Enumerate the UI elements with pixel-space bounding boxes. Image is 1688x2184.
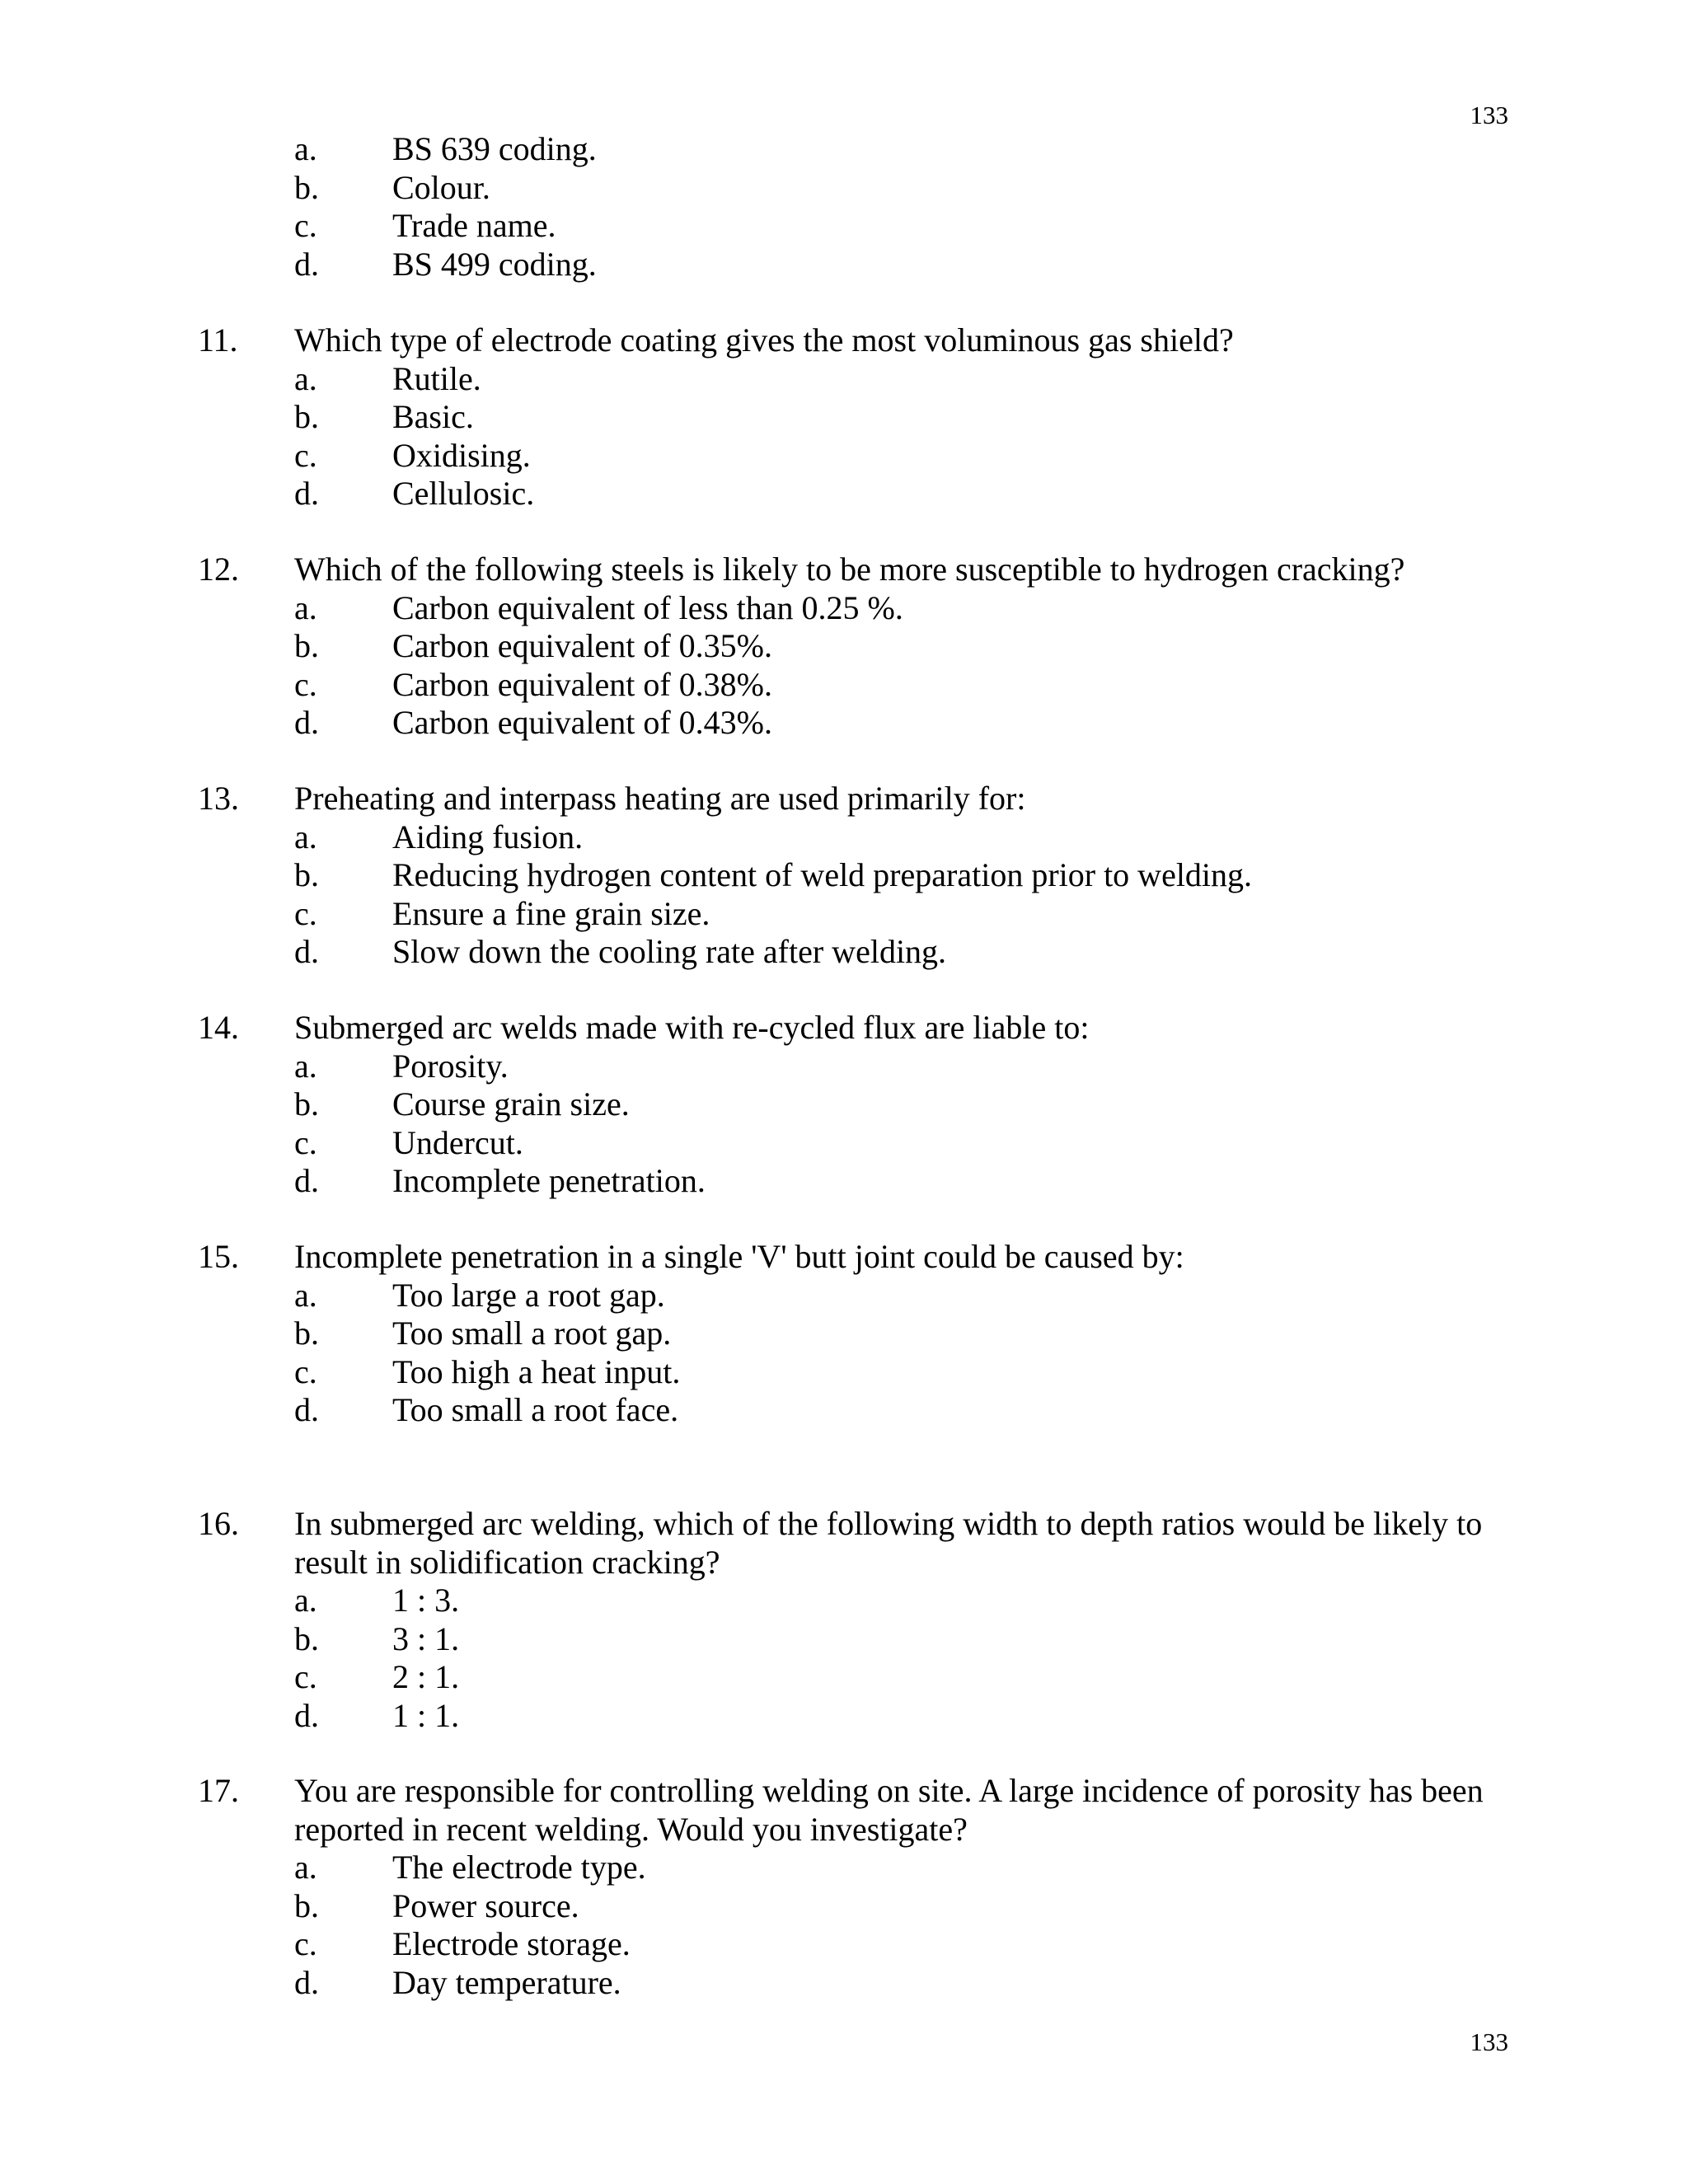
option-text: Carbon equivalent of less than 0.25 %. (392, 588, 903, 626)
option-text: BS 639 coding. (392, 130, 597, 167)
option-row (0, 398, 1688, 437)
option-row (0, 1353, 1688, 1392)
question-number: 11. (198, 321, 238, 359)
question-text: Which of the following steels is likely to be more susceptible to hydrogen cracking? (294, 551, 1405, 588)
option-letter: b. (294, 856, 319, 893)
option-row (0, 475, 1688, 513)
option-text: Ensure a fine grain size. (392, 894, 710, 932)
continued-options (0, 130, 1688, 284)
question-options (0, 1849, 1688, 2002)
question-number: 16. (198, 1505, 239, 1542)
option-letter: b. (294, 1886, 319, 1924)
option-text: Carbon equivalent of 0.43%. (392, 704, 772, 741)
question-number: 12. (198, 551, 239, 588)
option-row (0, 1085, 1688, 1124)
option-row (0, 666, 1688, 705)
option-text: Undercut. (392, 1123, 523, 1161)
option-text: Basic. (392, 398, 474, 435)
question-number: 17. (198, 1772, 239, 1809)
question-options (0, 1277, 1688, 1430)
question-number: 14. (198, 1009, 239, 1046)
option-text: Too small a root face. (392, 1391, 679, 1428)
option-row (0, 589, 1688, 628)
option-letter: a. (294, 1047, 317, 1085)
option-text: Reducing hydrogen content of weld preparation prior to welding. (392, 856, 1253, 893)
option-text: Oxidising. (392, 436, 531, 474)
option-text: 3 : 1. (392, 1619, 460, 1657)
option-row (0, 1277, 1688, 1315)
option-row (0, 856, 1688, 895)
option-text: Rutile. (392, 359, 481, 397)
option-row (0, 1697, 1688, 1736)
option-row (0, 818, 1688, 857)
option-letter: a. (294, 1582, 317, 1619)
option-row (0, 1887, 1688, 1926)
option-row (0, 1162, 1688, 1201)
option-letter: c. (294, 1352, 317, 1390)
option-text: Electrode storage. (392, 1925, 631, 1962)
option-row (0, 1047, 1688, 1086)
option-letter: c. (294, 665, 317, 703)
option-letter: a. (294, 818, 317, 855)
question-text: Preheating and interpass heating are used primarily for: (294, 780, 1026, 817)
option-text: Day temperature. (392, 1963, 621, 2001)
option-letter: b. (294, 1315, 319, 1352)
option-letter: d. (294, 1696, 319, 1734)
option-row (0, 933, 1688, 972)
option-letter: c. (294, 207, 317, 244)
option-text: 1 : 3. (392, 1582, 460, 1619)
option-row (0, 246, 1688, 284)
option-row (0, 1582, 1688, 1620)
option-letter: b. (294, 627, 319, 664)
question-number: 13. (198, 780, 239, 817)
option-letter: a. (294, 130, 317, 167)
option-letter: a. (294, 1276, 317, 1314)
option-letter: d. (294, 475, 319, 512)
question-text: You are responsible for controlling welding on site. A large incidence of porosity has been reported in recent welding. Would you investigate? (294, 1772, 1484, 1848)
option-text: Too high a heat input. (392, 1352, 681, 1390)
option-text: Colour. (392, 168, 490, 206)
option-text: The electrode type. (392, 1849, 646, 1886)
option-letter: d. (294, 1963, 319, 2001)
option-letter: a. (294, 1849, 317, 1886)
option-letter: d. (294, 1162, 319, 1199)
question-text: Incomplete penetration in a single 'V' butt joint could be caused by: (294, 1238, 1184, 1275)
option-text: Aiding fusion. (392, 818, 584, 855)
option-text: Incomplete penetration. (392, 1162, 706, 1199)
option-row (0, 1124, 1688, 1163)
option-letter: d. (294, 933, 319, 970)
option-row (0, 437, 1688, 476)
option-letter: d. (294, 245, 319, 283)
option-row (0, 169, 1688, 208)
option-text: Power source. (392, 1886, 579, 1924)
question-options (0, 589, 1688, 743)
option-row (0, 627, 1688, 666)
option-text: Course grain size. (392, 1085, 630, 1122)
page-number-bottom: 133 (1470, 2027, 1508, 2056)
option-text: Cellulosic. (392, 475, 535, 512)
option-letter: c. (294, 894, 317, 932)
option-letter: d. (294, 1391, 319, 1428)
option-row (0, 1925, 1688, 1964)
option-text: 1 : 1. (392, 1696, 460, 1734)
question-options (0, 818, 1688, 972)
option-letter: a. (294, 588, 317, 626)
option-row (0, 1964, 1688, 2003)
option-letter: c. (294, 1658, 317, 1695)
option-row (0, 207, 1688, 246)
option-letter: c. (294, 1925, 317, 1962)
question-text: In submerged arc welding, which of the following width to depth ratios would be likely to result in solidification cracking? (294, 1505, 1483, 1581)
option-row (0, 130, 1688, 169)
option-row (0, 1658, 1688, 1697)
option-letter: c. (294, 1123, 317, 1161)
page-number-top: 133 (1470, 101, 1508, 129)
question-options (0, 360, 1688, 513)
option-row (0, 704, 1688, 743)
question-text: Submerged arc welds made with re-cycled flux are liable to: (294, 1009, 1090, 1046)
question-options (0, 1047, 1688, 1201)
option-row (0, 1620, 1688, 1659)
option-row (0, 1391, 1688, 1430)
option-row (0, 1315, 1688, 1353)
option-letter: b. (294, 168, 319, 206)
option-text: Slow down the cooling rate after welding. (392, 933, 947, 970)
option-letter: c. (294, 436, 317, 474)
option-text: Too small a root gap. (392, 1315, 672, 1352)
question-text: Which type of electrode coating gives the most voluminous gas shield? (294, 321, 1234, 359)
question-number: 15. (198, 1238, 239, 1275)
option-text: Too large a root gap. (392, 1276, 665, 1314)
option-letter: b. (294, 1085, 319, 1122)
option-text: 2 : 1. (392, 1658, 460, 1695)
option-text: Trade name. (392, 207, 556, 244)
option-row (0, 895, 1688, 934)
option-letter: b. (294, 1619, 319, 1657)
option-text: BS 499 coding. (392, 245, 597, 283)
option-letter: a. (294, 359, 317, 397)
question-options (0, 1582, 1688, 1735)
option-row (0, 360, 1688, 399)
option-row (0, 1849, 1688, 1887)
option-text: Porosity. (392, 1047, 509, 1085)
option-text: Carbon equivalent of 0.35%. (392, 627, 772, 664)
option-text: Carbon equivalent of 0.38%. (392, 665, 772, 703)
option-letter: b. (294, 398, 319, 435)
option-letter: d. (294, 704, 319, 741)
